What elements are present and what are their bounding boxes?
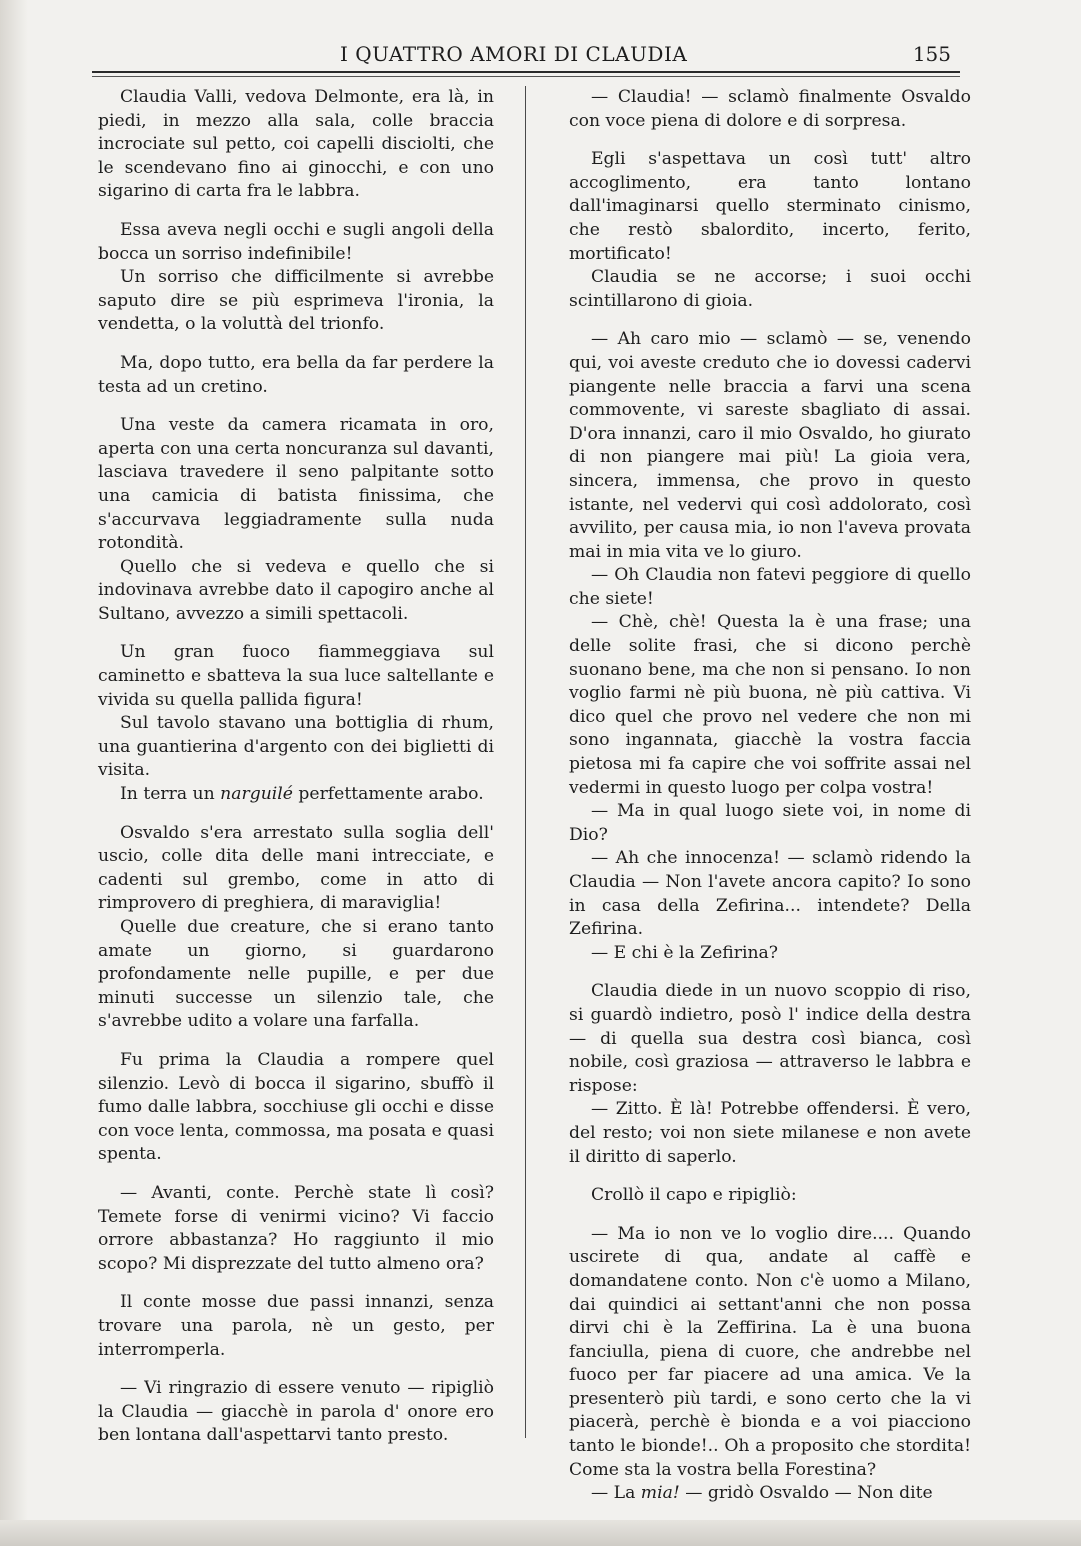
paragraph-text: — gridò Osvaldo — Non dite [679, 1483, 933, 1504]
left-column [98, 86, 494, 1448]
paragraph: Una veste da camera ricamata in oro, aperta con una certa noncuranza sul davanti, lasciava travedere il seno palpitante sotto una camicia di batista finissima, che s'accurvava leggiadramente sulla nuda rotondità. [98, 415, 494, 554]
paragraph: — Ma in qual luogo siete voi, in nome di Dio? [569, 801, 971, 845]
paragraph: Essa aveva negli occhi e sugli angoli della bocca un sorriso indefinibile! [98, 219, 494, 264]
paragraph-text: In terra un [120, 784, 221, 805]
running-head-title: I QUATTRO AMORI DI CLAUDIA [340, 42, 688, 66]
paragraph-text: perfettamente arabo. [292, 784, 484, 805]
paragraph: — E chi è la Zefirina? [591, 942, 778, 963]
paragraph: Quello che si vedeva e quello che si indovinava avrebbe dato il capogiro anche al Sultano, avvezzo a simili spettacoli. [98, 556, 494, 624]
paragraph: Egli s'aspettava un così tutt' altro accoglimento, era tanto lontano dall'imaginarsi quello sterminato cinismo, che restò sbalordito, incerto, ferito, mortificato! [569, 149, 971, 264]
paragraph [569, 1482, 971, 1506]
paragraph: — Vi ringrazio di essere venuto — ripigliò la Claudia — giacchè in parola d' onore ero ben lontana dall'aspettarvi tanto presto. [98, 1378, 494, 1446]
page-bottom-edge [0, 1520, 1081, 1546]
paragraph: Un gran fuoco fiammeggiava sul caminetto e sbatteva la sua luce saltellante e vivida su quella pallida figura! [98, 642, 494, 710]
page-number: 155 [912, 42, 951, 66]
paragraph: Quelle due creature, che si erano tanto amate un giorno, si guardarono profondamente nelle pupille, e per due minuti successe un silenzio tale, che s'avrebbe udito a volare una farfalla. [98, 917, 494, 1032]
paragraph: — Avanti, conte. Perchè state lì così? Temete forse di venirmi vicino? Vi faccio orrore abbastanza? Ho raggiunto il mio scopo? Mi disprezzate del tutto almeno ora? [98, 1182, 494, 1274]
paragraph: Osvaldo s'era arrestato sulla soglia dell' uscio, colle dita delle mani intrecciate, e cadenti sul grembo, come in atto di rimprovero di preghiera, di maraviglia! [98, 822, 494, 914]
paragraph: Ma, dopo tutto, era bella da far perdere la testa ad un cretino. [98, 352, 494, 397]
paragraph: Crollò il capo e ripigliò: [591, 1185, 797, 1206]
paragraph: Il conte mosse due passi innanzi, senza trovare una parola, nè un gesto, per interromperla. [98, 1292, 494, 1360]
column-divider [525, 86, 526, 1438]
italic-word: narguilé [220, 784, 293, 805]
paragraph: — Ma io non ve lo voglio dire.... Quando uscirete di qua, andate al caffè e domandatene conto. Non c'è uomo a Milano, dai quindici ai settant'anni che non possa dirvi chi è la Zeffirina. La è una buona fanciulla, piena di cuore, che andrebbe nel fuoco per far piacere ad una amica. Ve la presenterò più tardi, e sono certo che la vi piacerà, perchè è bionda e a voi piacciono tanto le bionde!.. Oh a proposito che stordita! Come sta la vostra bella Forestina? [569, 1223, 971, 1480]
italic-word: mia! [640, 1483, 680, 1504]
header-rule [92, 71, 960, 73]
paragraph: — Ah che innocenza! — sclamò ridendo la Claudia — Non l'avete ancora capito? Io sono in casa della Zefirina... intendete? Della Zefirina. [569, 848, 971, 940]
paragraph: Claudia Valli, vedova Delmonte, era là, in piedi, in mezzo alla sala, colle braccia incrociate sul petto, coi capelli disciolti, che le scendevano fino ai ginocchi, e con uno sigarino di carta fra le labbra. [98, 87, 494, 202]
page-gutter-shadow [0, 0, 28, 1546]
running-head [0, 38, 1081, 72]
paragraph: — Claudia! — sclamò finalmente Osvaldo con voce piena di dolore e di sorpresa. [569, 87, 971, 131]
paragraph: — Zitto. È là! Potrebbe offendersi. È vero, del resto; voi non siete milanese e non avete il diritto di saperlo. [569, 1099, 971, 1167]
paragraph: — Chè, chè! Questa la è una frase; una delle solite frasi, che si dicono perchè suonano bene, ma che non si pensano. Io non voglio farmi nè più buona, nè più cattiva. Vi dico quel che provo nel vedere che non mi sono ingannata, giacchè la vostra faccia pietosa mi fa capire che voi soffrite assai nel vedermi in questo luogo per colpa vostra! [569, 612, 971, 798]
paragraph: Claudia se ne accorse; i suoi occhi scintillarono di gioia. [569, 267, 971, 311]
paragraph: — Ah caro mio — sclamò — se, venendo qui, voi aveste creduto che io dovessi cadervi piangente nelle braccia a farvi una scena commovente, vi sareste sbagliato di assai. D'ora innanzi, caro il mio Osvaldo, ho giurato di non piangere mai più! La gioia vera, sincera, immensa, che provo in questo istante, nel vedervi qui così addolorato, così avvilito, per causa mia, io non l'aveva provata mai in mia vita ve lo giuro. [569, 329, 971, 562]
header-rule-thin [92, 76, 960, 77]
paragraph: Sul tavolo stavano una bottiglia di rhum, una guantierina d'argento con dei biglietti di visita. [98, 713, 494, 781]
right-column [569, 86, 971, 1506]
paragraph: Fu prima la Claudia a rompere quel silenzio. Levò di bocca il sigarino, sbuffò il fumo dalle labbra, socchiuse gli occhi e disse con voce lenta, commossa, ma posata e quasi spenta. [98, 1049, 494, 1165]
paragraph: Claudia diede in un nuovo scoppio di riso, si guardò indietro, posò l' indice della destra — di quella sua destra così bianca, così nobile, così graziosa — attraverso le labbra e rispose: [569, 981, 971, 1096]
paragraph [98, 783, 494, 807]
paragraph: Un sorriso che difficilmente si avrebbe saputo dire se più esprimeva l'ironia, la vendetta, o la voluttà del trionfo. [98, 267, 494, 335]
paragraph: — Oh Claudia non fatevi peggiore di quello che siete! [569, 565, 971, 609]
paragraph-text: — La [591, 1483, 641, 1504]
